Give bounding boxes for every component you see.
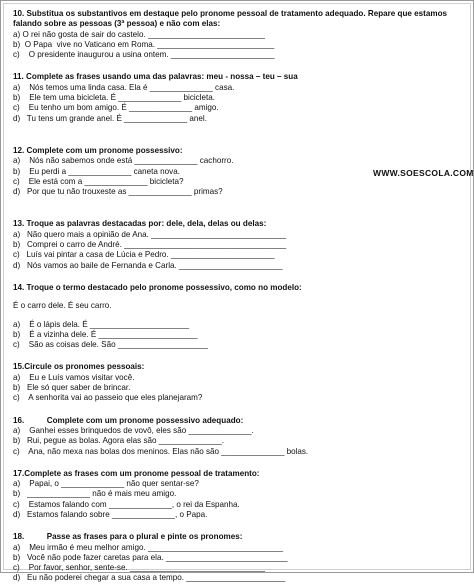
question-13-title: 13. Troque as palavras destacadas por: dele, dela, delas ou delas: <box>13 219 267 229</box>
question-15 <box>13 362 463 403</box>
question-12-item-d: d) Por que tu não trouxeste as ______________ primas? <box>13 187 223 197</box>
question-16-title: 16. Complete com um pronome possessivo adequado: <box>13 415 244 425</box>
question-14-model: É o carro dele. É seu carro. <box>13 301 112 311</box>
question-14-item-a: a) É o lápis dela. É ______________________ <box>13 319 189 329</box>
question-16-item-b: b) Rui, pegue as bolas. Agora elas são ______________. <box>13 436 225 446</box>
question-13 <box>13 219 463 270</box>
question-17-item-a: a) Papai, o ______________ não quer sentar-se? <box>13 479 199 489</box>
question-11 <box>13 72 463 123</box>
question-10-item-c: c) O presidente inaugurou a usina ontem. _______________________ <box>13 50 275 60</box>
question-13-item-a: a) Não quero mais a opinião de Ana. ______________________________ <box>13 229 287 239</box>
question-12-item-a: a) Nós não sabemos onde está ______________ cachorro. <box>13 156 234 166</box>
question-15-item-b: b) Ele só quer saber de brincar. <box>13 383 131 393</box>
question-10-item-a: a) O rei não gosta de sair do castelo. __________________________ <box>13 29 266 39</box>
question-13-item-b: b) Comprei o carro de André. ____________________________________ <box>13 240 287 250</box>
question-11-item-c: c) Eu tenho um bom amigo. É ______________ amigo. <box>13 103 219 113</box>
question-14-title: 14. Troque o termo destacado pelo pronome possessivo, como no modelo: <box>13 282 302 292</box>
question-17-item-d: d) Estamos falando sobre ______________, o Papa. <box>13 509 208 519</box>
question-14-item-b: b) É a vizinha dele. É ______________________ <box>13 329 198 339</box>
question-11-item-b: b) Ele tem uma bicicleta. É ______________ bicicleta. <box>13 93 216 103</box>
question-11-item-a: a) Nós temos uma linda casa. Ela é ______________ casa. <box>13 82 235 92</box>
worksheet-content <box>13 9 463 588</box>
question-18-item-a: a) Meu irmão é meu melhor amigo. ______________________________ <box>13 542 283 552</box>
question-17-item-b: b) ______________ não é mais meu amigo. <box>13 489 177 499</box>
question-15-item-c: c) A senhorita vai ao passeio que eles planejaram? <box>13 393 203 403</box>
question-10-item-b: b) O Papa vive no Vaticano em Roma. __________________________ <box>13 39 275 49</box>
question-14 <box>13 283 463 350</box>
question-11-title: 11. Complete as frases usando uma das palavras: meu - nossa – teu – sua <box>13 72 298 82</box>
question-17-item-c: c) Estamos falando com ______________, o rei da Espanha. <box>13 499 240 509</box>
question-18 <box>13 532 463 583</box>
question-15-item-a: a) Eu e Luís vamos visitar você. <box>13 372 135 382</box>
question-16-item-a: a) Ganhei esses brinquedos de vovô, eles são ______________. <box>13 425 254 435</box>
question-17 <box>13 469 463 520</box>
question-18-item-b: b) Você não pode fazer caretas para ela. ___________________________ <box>13 552 288 562</box>
question-18-title: 18. Passe as frases para o plural e pinte os pronomes: <box>13 532 243 542</box>
question-12-item-b: b) Eu perdi a ______________ caneta nova. <box>13 166 180 176</box>
question-13-item-c: c) Luís vai pintar a casa de Lúcia e Pedro. _______________________ <box>13 250 275 260</box>
question-14-item-c: c) São as coisas dele. São ____________________ <box>13 340 208 350</box>
question-10-title: 10. Substitua os substantivos em destaque pelo pronome pessoal de tratamento adequado. Repare que estamos falando sobre as pessoas (3ª pessoa) e não com elas: <box>13 9 448 29</box>
question-17-title: 17.Complete as frases com um pronome pessoal de tratamento: <box>13 468 260 478</box>
question-15-title: 15.Circule os pronomes pessoais: <box>13 362 145 372</box>
question-18-item-d: d) Eu não poderei chegar a sua casa a tempo. ______________________ <box>13 573 286 583</box>
question-10 <box>13 9 463 60</box>
question-16-item-c: c) Ana, não mexa nas bolas dos meninos. Elas não são ______________ bolas. <box>13 446 309 456</box>
question-18-item-c: c) Por favor, senhor, sente-se. ______________________________ <box>13 563 266 573</box>
question-11-item-d: d) Tu tens um grande anel. É ______________ anel. <box>13 113 207 123</box>
question-13-item-d: d) Nós vamos ao baile de Fernanda e Carla. _______________________ <box>13 260 283 270</box>
question-12-item-c: c) Ele está com a ______________ bicicleta? <box>13 176 184 186</box>
website-watermark: WWW.SOESCOLA.COM <box>373 168 474 178</box>
question-12-title: 12. Complete com um pronome possessivo: <box>13 145 183 155</box>
question-16 <box>13 416 463 457</box>
